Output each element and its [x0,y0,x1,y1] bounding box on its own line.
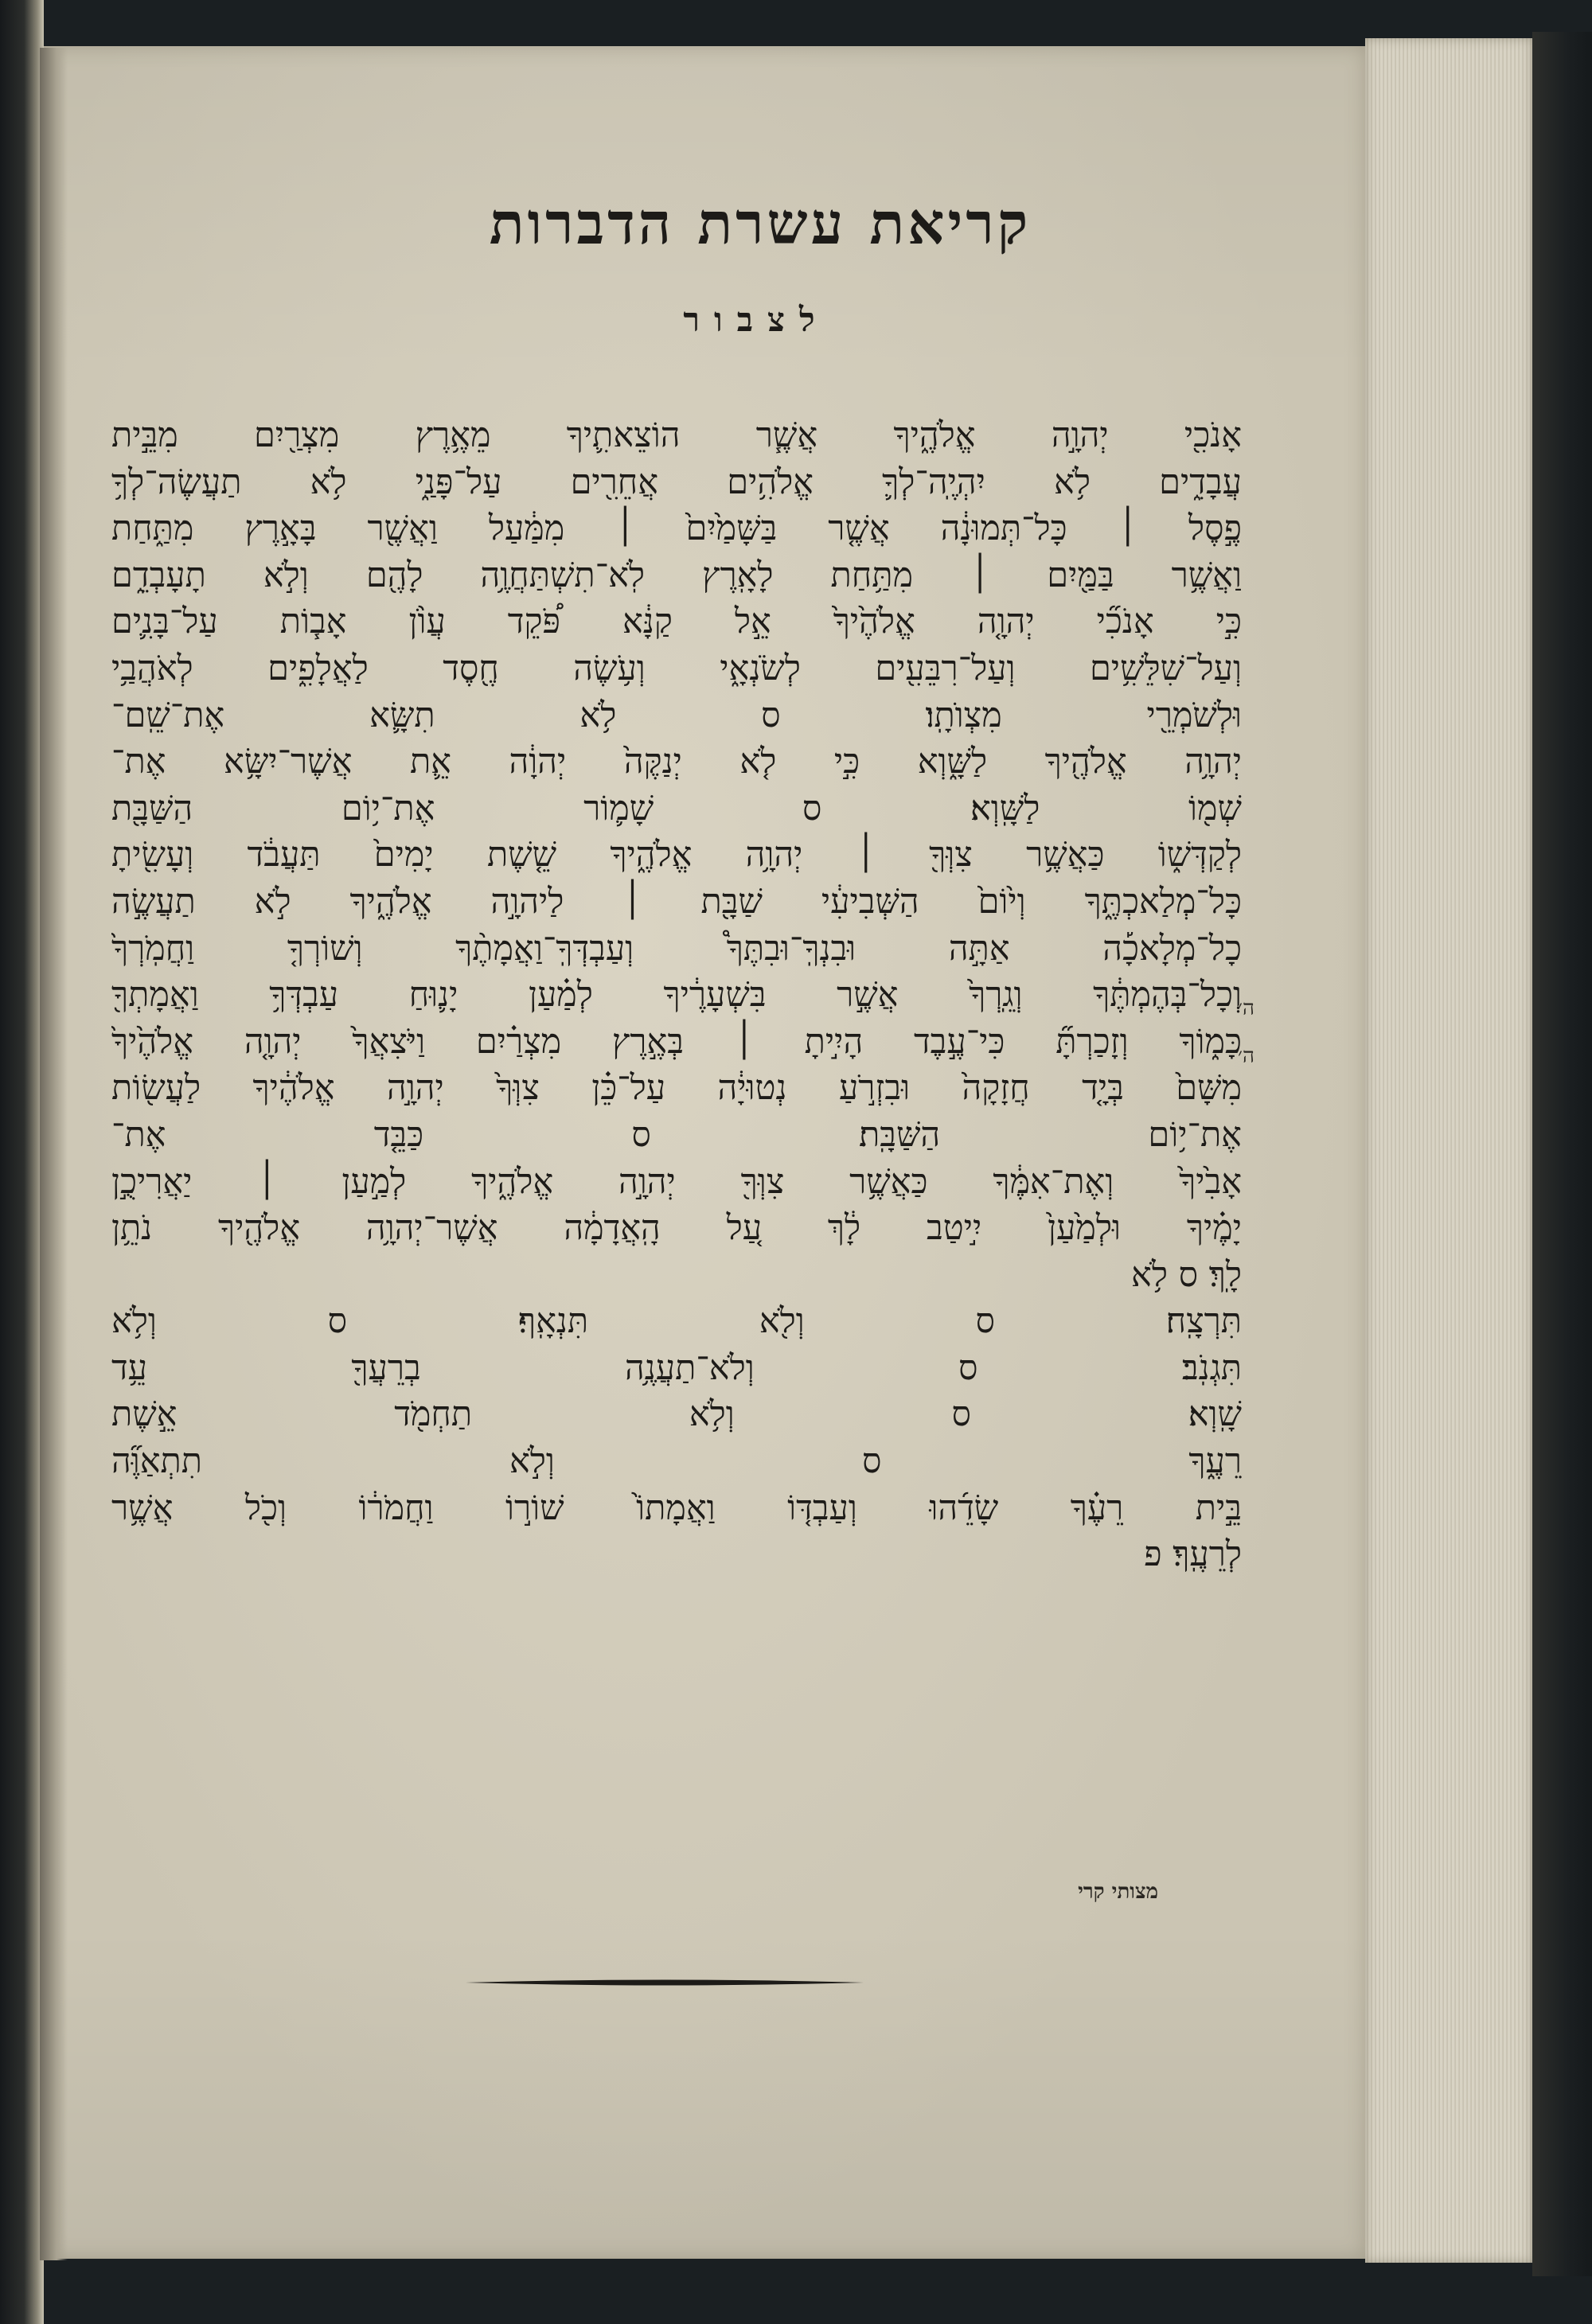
text-line: תִּגְנֹֽב׃ ס וְלֹא־תַעֲנֶ֥ה בְרֵעֲךָ֖ עֵ֥ד [111,1347,1242,1388]
text-line: בֵּ֣ית רֵעֶ֗ךָ שָׂדֵ֜הוּ וְעַבְדּ֤וֹ וַאֲמָתוֹ֙ שׁוֹר֣וֹ וַחֲמֹר֔וֹ וְכֹ֖ל אֲשֶׁ֥ר [111,1488,1242,1528]
text-line: כָּמ֑וֹךָ וְזָכַרְתָּ֞ כִּי־עֶ֣בֶד הָיִ֣יתָ ׀ בְּאֶ֣רֶץ מִצְרַ֗יִם וַיֹּצִאֲךָ֙ יְהוָ֤ה אֱלֹהֶ֙יךָ֙ [111,1021,1242,1062]
text-line: לְרֵעֶֽךָ׃ פ [1144,1534,1242,1575]
text-line: וְעַל־שִׁלֵּשִׁ֥ים וְעַל־רִבֵּעִ֖ים לְשֹׂנְאָ֑י וְעֹ֥שֶׂה חֶ֖סֶד לַאֲלָפִ֑ים לְאֹהֲבַ֥י [111,648,1242,688]
text-line: כָּל־מְלַאכְתֶּ֑ךָ וְי֙וֹם֙ הַשְּׁבִיעִ֔י שַׁבָּ֖ת ׀ לַיהוָ֣ה אֱלֹהֶ֑יךָ לֹ֣א תַעֲשֶׂ֣ה [111,881,1242,922]
margin-note: ה׳ [1238,996,1254,1020]
text-line: יָמֶ֗יךָ וּלְמַ֙עַן֙ יִ֣יטַב לָ֔ךְ עַ֚ל הָֽאֲדָמָ֔ה אֲשֶׁר־יְהוָ֥ה אֱלֹהֶ֖יךָ נֹתֵ֥ן [111,1208,1242,1249]
text-line: לָֽךְ׃ ס לֹ֥א [1131,1254,1242,1295]
text-line: וְכָל־בְּהֶמְתֶּ֔ךָ וְגֵֽרְךָ֙ אֲשֶׁ֣ר בִּשְׁעָרֶ֔יךָ לְמַ֗עַן יָנ֛וּחַ עַבְדְּךָ֥ וַאֲמָתְךָ֖ [111,975,1242,1016]
book-cover-edge [1532,32,1592,2276]
gutter-shadow [40,48,68,2260]
text-line: וַאֲשֶׁ֥ר בַּמַּ֖יִם ׀ מִתַּ֥חַת לָאָֽרֶץ לֹֽא־תִשְׁתַּחֲוֶ֥ה לָהֶ֖ם וְלֹ֣א תָעָבְדֵ֑ם [111,555,1242,595]
text-line: מִשָּׁם֙ בְּיָ֤ד חֲזָקָה֙ וּבִזְרֹ֣עַ נְטוּיָ֔ה עַל־כֵּ֗ן צִוְּךָ֙ יְהוָ֣ה אֱלֹהֶ֔יךָ לַעֲשׂ֖וֹת [111,1068,1242,1109]
left-page-edge [0,0,44,2324]
text-line: כִּ֣י אָנֹכִ֞י יְהוָ֤ה אֱלֹהֶ֙יךָ֙ אֵ֣ל קַנָּ֔א פֹּ֠קֵד עֲוֺ֨ן אָב֧וֹת עַל־בָּנִ֛ים [111,602,1242,642]
text-line: אֶת־י֥וֹם הַשַּׁבָּֽת׃ ס כַּבֵּ֤ד אֶת־ [111,1114,1242,1155]
text-line: תִּרְצָֽח׃ ס וְלֹ֖א תִּנְאָֽף׃ ס וְלֹ֥א [111,1301,1242,1342]
text-line: אָבִ֙יךָ֙ וְאֶת־אִמֶּ֔ךָ כַּאֲשֶׁ֥ר צִוְּךָ֖ יְהוָ֣ה אֱלֹהֶ֑יךָ לְמַ֣עַן ׀ יַאֲרִיכֻ֣ן [111,1161,1242,1202]
text-line: פֶ֣סֶל ׀ כָּל־תְּמוּנָ֔ה אֲשֶׁ֤ר בַּשָּׁמַ֙יִם֙ ׀ מִמַּ֔עַל וַאֲשֶׁ֖ר בָּאָ֣רֶץ מִתַּ֑חַת [111,509,1242,549]
text-line: רֵעֶ֑ךָ ס וְלֹ֣א תִתְאַוֶּ֞ה [111,1441,1242,1482]
footnote: מצותי קרי [1078,1880,1158,1904]
text-line: שְׁמ֖וֹ לַשָּֽׁוְא׃ ס שָׁמ֛וֹר אֶת־י֥וֹם הַשַּׁבָּ֖ת [111,788,1242,829]
text-line: כָל־מְלָאכָ֡ה אַתָּ֣ה וּבִנְךָֽ־וּבִתֶּךָ֩ וְעַבְדְּךָֽ־וַאֲמָתֶ֨ךָ וְשׁוֹרְךָ֤ וַחֲמֹֽרְךָ֙ [111,928,1242,969]
body-text [111,412,1242,1578]
text-line: עֲבָדִ֑ים לֹ֥א יִהְיֶֽה־לְךָ֛ אֱלֹהִ֥ים אֲחֵרִ֖ים עַל־פָּנַ֑י לֹ֥א תַעֲשֶׂה־לְךָ֥ [111,462,1242,502]
decorative-rule [466,1979,864,1987]
text-line: יְהוָ֥ה אֱלֹהֶ֖יךָ לַשָּׁ֑וְא כִּ֣י לֹ֤א יְנַקֶּה֙ יְהוָ֔ה אֵ֛ת אֲשֶׁר־יִשָּׂ֥א אֶת־ [111,742,1242,782]
text-line: שָֽׁוְא׃ ס וְלֹ֥א תַחְמֹ֖ד אֵ֣שֶׁת [111,1394,1242,1435]
page-fore-edge [1365,38,1532,2263]
text-line: לְקַדְּשׁ֑וֹ כַּאֲשֶׁ֥ר צִוְּךָ֖ ׀ יְהוָ֥ה אֱלֹהֶ֑יךָ שֵׁ֤שֶׁת יָמִים֙ תַּעֲבֹ֔ד וְעָשִׂ֖יתָ [111,835,1242,875]
text-line: אָנֹכִ֖י יְהוָ֣ה אֱלֹהֶ֑יךָ אֲשֶׁ֧ר הוֹצֵאתִ֛יךָ מֵאֶ֥רֶץ מִצְרַ֖יִם מִבֵּ֣ית [111,415,1242,455]
text-line: וּלְשֹׁמְרֵ֖י מִצְוֺתָֽו׃ ס לֹ֥א תִשָּׂ֛א אֶת־שֵֽׁם־ [111,695,1242,735]
margin-note: ה׳ [1238,1044,1254,1068]
page-title: קריאת עשרת הדברות [489,189,1032,257]
page-subtitle: לצבור [683,300,829,339]
